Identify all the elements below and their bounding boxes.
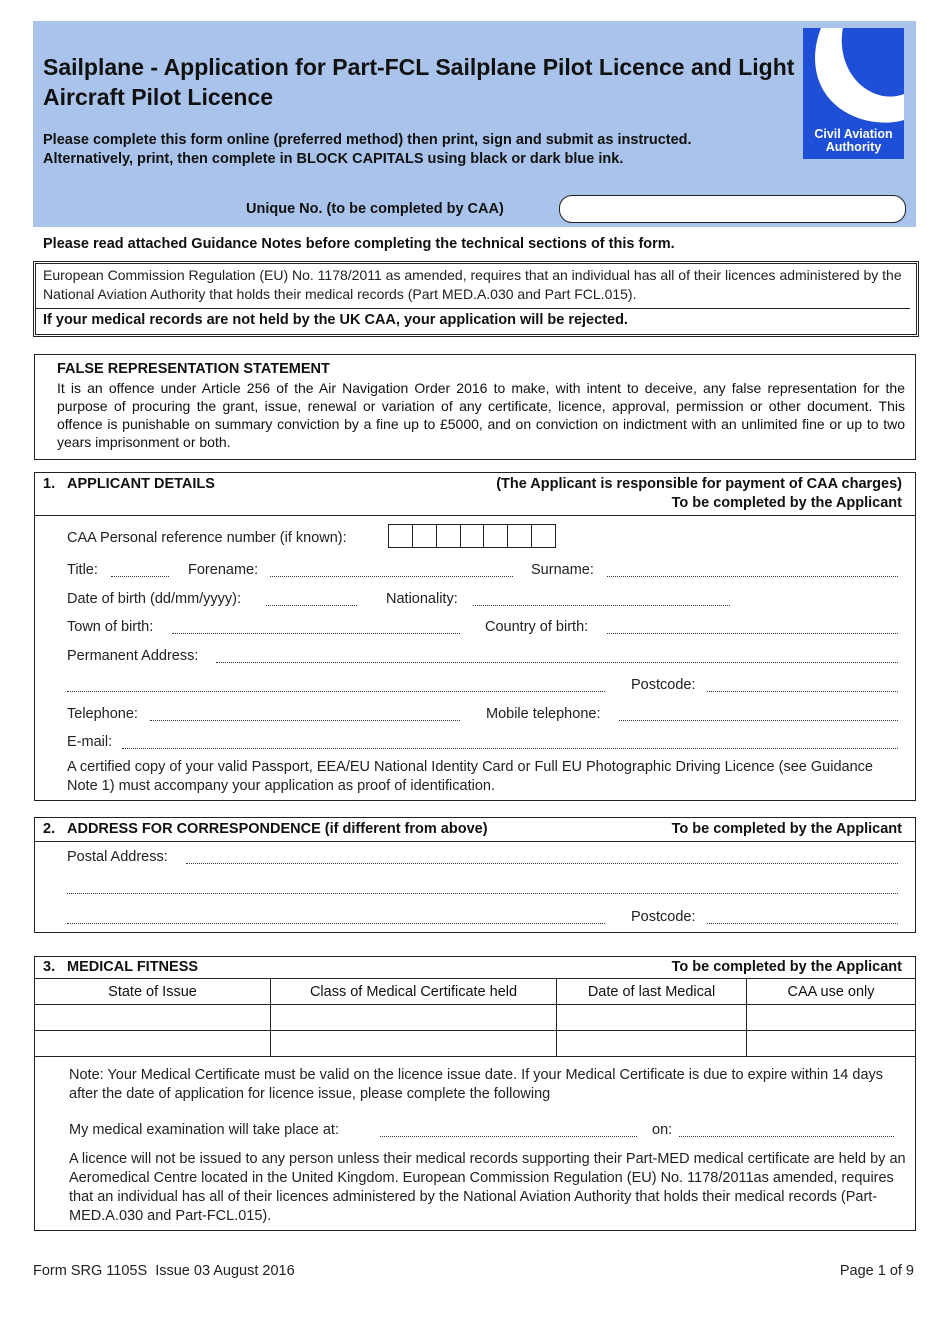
ref-digit-box[interactable]: [460, 524, 485, 548]
town-of-birth-label: Town of birth:: [67, 619, 154, 635]
regulation-text: European Commission Regulation (EU) No. 1178/2011 as amended, requires that an individual has all of their licences administered by the National Aviation Authority that holds their medical records (Part MED.A.030 and Part FCL.015).: [43, 267, 902, 302]
caa-use-cell: [747, 1005, 916, 1031]
section1-title: APPLICANT DETAILS: [67, 476, 215, 492]
title-label: Title:: [67, 562, 98, 578]
id-requirement-note: A certified copy of your valid Passport, EEA/EU National Identity Card or Full EU Photographic Driving Licence (see Guidance Note 1) must accompany your application as proof of identification.: [67, 759, 873, 794]
forename-field[interactable]: [270, 576, 513, 577]
section1-number: 1.: [43, 476, 56, 492]
postcode-field-2[interactable]: [707, 923, 898, 924]
ref-number-boxes[interactable]: [389, 524, 556, 546]
dob-label: Date of birth (dd/mm/yyyy):: [67, 591, 242, 607]
country-of-birth-field[interactable]: [607, 633, 898, 634]
forename-label: Forename:: [188, 562, 259, 578]
medical-exam-on-label: on:: [652, 1122, 673, 1138]
table-row: [35, 1005, 916, 1031]
guidance-notice: Please read attached Guidance Notes before completing the technical sections of this form.: [43, 236, 675, 252]
last-medical-date-cell[interactable]: [557, 1005, 747, 1031]
telephone-field[interactable]: [150, 720, 460, 721]
col-caa-use: CAA use only: [747, 979, 916, 1005]
mobile-label: Mobile telephone:: [486, 706, 601, 722]
state-of-issue-cell[interactable]: [35, 1005, 271, 1031]
nationality-field[interactable]: [473, 605, 730, 606]
logo-text: [803, 128, 904, 154]
postcode-field[interactable]: [707, 691, 898, 692]
last-medical-date-cell[interactable]: [557, 1031, 747, 1057]
permanent-address-label: Permanent Address:: [67, 648, 199, 664]
page-number: Page 1 of 9: [839, 1263, 914, 1279]
surname-label: Surname:: [531, 562, 594, 578]
form-title: Sailplane - Application for Part-FCL Sailplane Pilot Licence and Light Aircraft Pilot Licence: [43, 54, 795, 110]
section3-completed-by: To be completed by the Applicant: [671, 959, 902, 975]
section1-completed-by: To be completed by the Applicant: [671, 495, 902, 511]
postcode-label-2: Postcode:: [631, 909, 696, 925]
section2-completed-by: To be completed by the Applicant: [671, 821, 902, 837]
unique-number-field[interactable]: [559, 195, 906, 223]
mobile-field[interactable]: [619, 720, 898, 721]
form-identifier: Form SRG 1105S Issue 03 August 2016: [33, 1263, 295, 1279]
ref-digit-box[interactable]: [531, 524, 556, 548]
email-field[interactable]: [122, 748, 898, 749]
medical-records-note: A licence will not be issued to any person unless their medical records supporting their Part-MED medical certificate are held by an Aeromedical Centre located in the United Kingdom. European Commission Regulation (EU) No. 1178/2011as amended, requires that an individual has all of their licences administered by the National Aviation Authority that holds their medical records (Part-MED.A.030 and Part-FCL.015).: [69, 1151, 906, 1224]
medical-table: [34, 978, 916, 1057]
medical-table-header: [35, 979, 916, 1005]
intro-line-1: Please complete this form online (preferred method) then print, sign and submit as instructed.: [43, 132, 692, 148]
col-last-medical-date: Date of last Medical: [557, 979, 747, 1005]
title-field[interactable]: [111, 576, 169, 577]
section2-header-divider: [34, 841, 915, 842]
section3-title: MEDICAL FITNESS: [67, 959, 199, 975]
unique-number-label: Unique No. (to be completed by CAA): [246, 201, 504, 217]
false-representation-title: FALSE REPRESENTATION STATEMENT: [57, 361, 330, 377]
postal-address-field-1[interactable]: [186, 863, 898, 864]
ref-digit-box[interactable]: [483, 524, 508, 548]
ref-digit-box[interactable]: [507, 524, 532, 548]
logo-line-2: Authority: [825, 140, 882, 154]
permanent-address-field-1[interactable]: [216, 662, 898, 663]
surname-field[interactable]: [607, 576, 898, 577]
medical-validity-note: Note: Your Medical Certificate must be valid on the licence issue date. If your Medical Certificate is due to expire within 14 days after the date of application for licence issue, please complete the following: [69, 1067, 884, 1102]
intro-text: [43, 131, 803, 169]
ref-digit-box[interactable]: [412, 524, 437, 548]
intro-line-2: Alternatively, print, then complete in BLOCK CAPITALS using black or dark blue ink.: [43, 151, 624, 167]
false-representation-text: It is an offence under Article 256 of the Air Navigation Order 2016 to make, with intent to deceive, any false representation for the purpose of procuring the grant, issue, renewal or variation of any certificate, licence, approval, permission or other document. This offence is punishable on summary conviction by a fine up to £5000, and on conviction on indictment with an unlimited fine or up to two years imprisonment or both.: [57, 380, 905, 450]
table-row: [35, 1031, 916, 1057]
regulation-warning: If your medical records are not held by the UK CAA, your application will be rejected.: [43, 312, 628, 328]
section2-title: ADDRESS FOR CORRESPONDENCE (if different from above): [67, 821, 488, 837]
caa-logo: [803, 28, 904, 159]
postcode-label: Postcode:: [631, 677, 696, 693]
telephone-label: Telephone:: [67, 706, 138, 722]
postal-address-label: Postal Address:: [67, 849, 168, 865]
section3-number: 3.: [43, 959, 56, 975]
medical-exam-label: My medical examination will take place at:: [69, 1122, 339, 1138]
section2-number: 2.: [43, 821, 56, 837]
postal-address-field-2[interactable]: [67, 893, 898, 894]
town-of-birth-field[interactable]: [172, 633, 460, 634]
nationality-label: Nationality:: [386, 591, 458, 607]
section1-payment-note: (The Applicant is responsible for payment of CAA charges): [496, 476, 902, 492]
ref-number-label: CAA Personal reference number (if known):: [67, 530, 347, 546]
ref-digit-box[interactable]: [436, 524, 461, 548]
caa-use-cell: [747, 1031, 916, 1057]
medical-class-cell[interactable]: [271, 1031, 557, 1057]
permanent-address-field-2[interactable]: [67, 691, 605, 692]
regulation-divider: [36, 308, 910, 309]
section1-header-divider: [34, 515, 915, 516]
state-of-issue-cell[interactable]: [35, 1031, 271, 1057]
postal-address-field-3[interactable]: [67, 923, 605, 924]
col-medical-class: Class of Medical Certificate held: [271, 979, 557, 1005]
dob-field[interactable]: [266, 605, 357, 606]
medical-class-cell[interactable]: [271, 1005, 557, 1031]
section-applicant-details: [34, 472, 916, 801]
col-state-of-issue: State of Issue: [35, 979, 271, 1005]
logo-line-1: Civil Aviation: [814, 127, 893, 141]
country-of-birth-label: Country of birth:: [485, 619, 589, 635]
medical-exam-date-field[interactable]: [679, 1136, 894, 1137]
ref-digit-box[interactable]: [388, 524, 413, 548]
medical-exam-location-field[interactable]: [380, 1136, 637, 1137]
email-label: E-mail:: [67, 734, 113, 750]
